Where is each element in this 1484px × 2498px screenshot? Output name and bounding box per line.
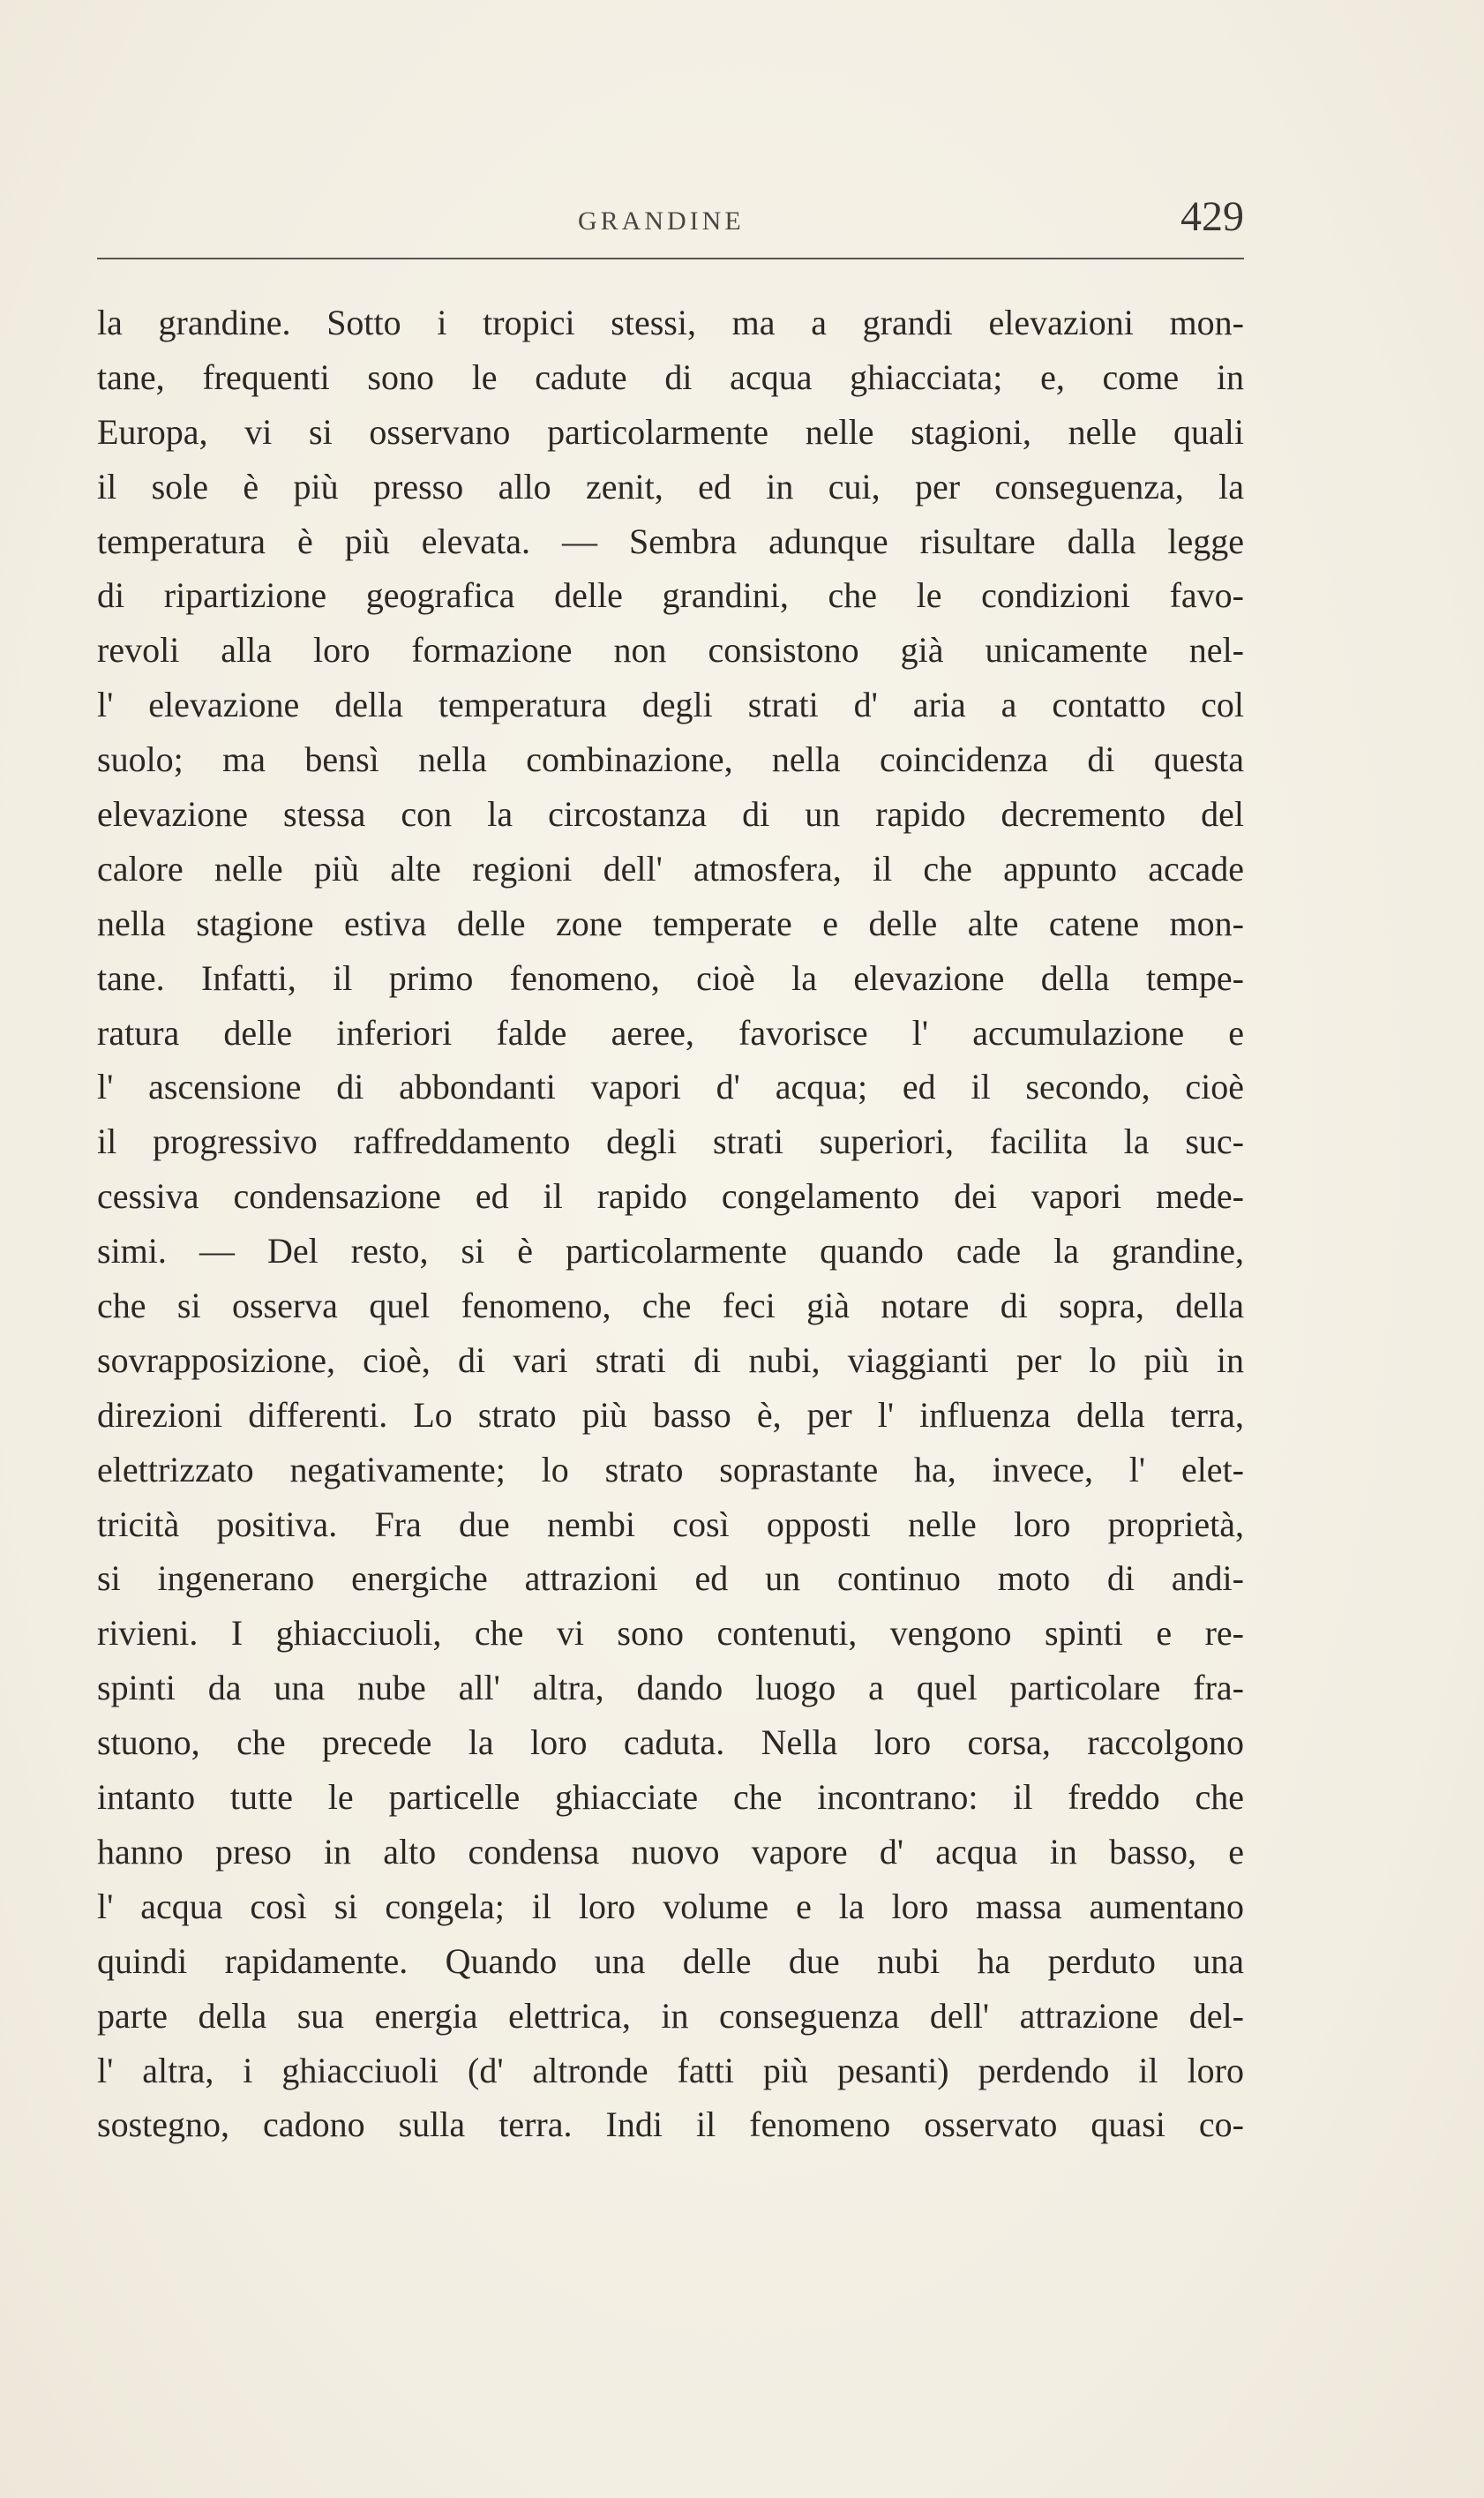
text-line: quindi rapidamente. Quando una delle due nubi ha perduto una — [97, 1940, 1244, 1981]
text-line: direzioni differenti. Lo strato più basso è, per l' influenza della terra, — [97, 1394, 1244, 1435]
text-line: sovrapposizione, cioè, di vari strati di nubi, viaggianti per lo più in — [97, 1339, 1244, 1380]
page-number: 429 — [1180, 193, 1244, 240]
text-line: hanno preso in alto condensa nuovo vapore d' acqua in basso, e — [97, 1831, 1244, 1872]
running-title: GRANDINE — [578, 206, 745, 236]
text-line: di ripartizione geografica delle grandini, che le condizioni favo- — [97, 575, 1244, 616]
text-line: elevazione stessa con la circostanza di un rapido decremento del — [97, 794, 1244, 835]
text-line: spinti da una nube all' altra, dando luogo a quel particolare fra- — [97, 1668, 1244, 1708]
text-line: tane, frequenti sono le cadute di acqua ghiacciata; e, come in — [97, 356, 1244, 397]
text-line: Europa, vi si osservano particolarmente nelle stagioni, nelle quali — [97, 411, 1244, 452]
text-line: nella stagione estiva delle zone temperate e delle alte catene mon- — [97, 903, 1244, 943]
text-line: stuono, che precede la loro caduta. Nella loro corsa, raccolgono — [97, 1722, 1244, 1763]
text-line: l' altra, i ghiacciuoli (d' altronde fatti più pesanti) perdendo il loro — [97, 2050, 1244, 2090]
text-line: si ingenerano energiche attrazioni ed un continuo moto di andi- — [97, 1558, 1244, 1599]
text-line: elettrizzato negativamente; lo strato soprastante ha, invece, l' elet- — [97, 1449, 1244, 1489]
text-line: rivieni. I ghiacciuoli, che vi sono contenuti, vengono spinti e re- — [97, 1613, 1244, 1654]
body-text — [97, 296, 1244, 2152]
text-line: l' ascensione di abbondanti vapori d' acqua; ed il secondo, cioè — [97, 1067, 1244, 1107]
text-line: simi. — Del resto, si è particolarmente quando cade la grandine, — [97, 1231, 1244, 1272]
text-line: sostegno, cadono sulla terra. Indi il fenomeno osservato quasi co- — [97, 2104, 1244, 2145]
text-line: temperatura è più elevata. — Sembra adunque risultare dalla legge — [97, 521, 1244, 561]
text-line: il sole è più presso allo zenit, ed in cui, per conseguenza, la — [97, 466, 1244, 506]
text-line: il progressivo raffreddamento degli strati superiori, facilita la suc- — [97, 1121, 1244, 1162]
text-line: calore nelle più alte regioni dell' atmosfera, il che appunto accade — [97, 848, 1244, 889]
text-line: l' elevazione della temperatura degli strati d' aria a contatto col — [97, 685, 1244, 725]
text-line: suolo; ma bensì nella combinazione, nella coincidenza di questa — [97, 739, 1244, 780]
text-line: ratura delle inferiori falde aeree, favorisce l' accumulazione e — [97, 1012, 1244, 1053]
text-line: che si osserva quel fenomeno, che feci già notare di sopra, della — [97, 1286, 1244, 1326]
text-line: la grandine. Sotto i tropici stessi, ma a grandi elevazioni mon- — [97, 303, 1244, 342]
text-line: revoli alla loro formazione non consistono già unicamente nel- — [97, 630, 1244, 671]
text-line: parte della sua energia elettrica, in conseguenza dell' attrazione del- — [97, 1995, 1244, 2036]
header-rule — [97, 258, 1244, 259]
text-line: tricità positiva. Fra due nembi così opposti nelle loro proprietà, — [97, 1504, 1244, 1544]
text-line: tane. Infatti, il primo fenomeno, cioè la elevazione della tempe- — [97, 957, 1244, 998]
text-line: l' acqua così si congela; il loro volume e la loro massa aumentano — [97, 1886, 1244, 1926]
text-line: cessiva condensazione ed il rapido congelamento dei vapori mede- — [97, 1176, 1244, 1217]
text-line: intanto tutte le particelle ghiacciate che incontrano: il freddo che — [97, 1777, 1244, 1818]
running-head — [97, 192, 1244, 254]
